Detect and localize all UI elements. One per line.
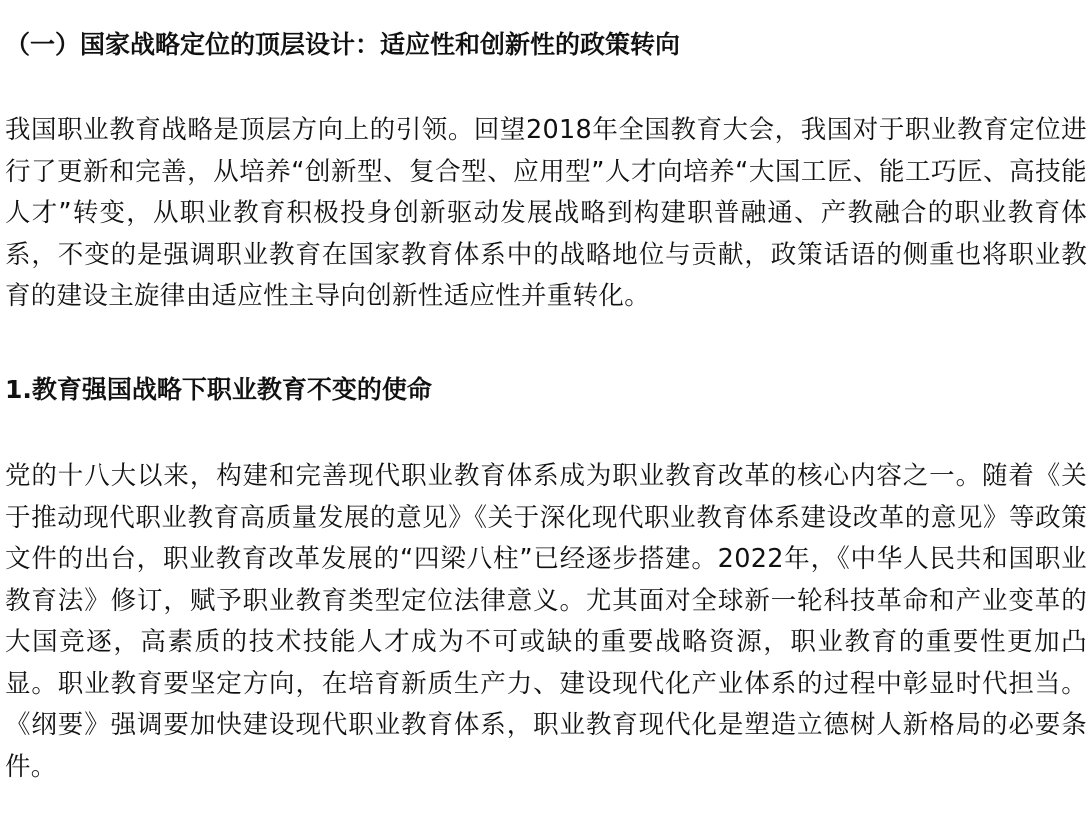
- paragraph-education-mission: 党的十八大以来，构建和完善现代职业教育体系成为职业教育改革的核心内容之一。随着《关于推动现代职业教育高质量发展的意见》《关于深化现代职业教育体系建设改革的意见》等政策文件的出台，职业教育改革发展的“四梁八柱”已经逐步搭建。2022年，《中华人民共和国职业教育法》修订，赋予职业教育类型定位法律意义。尤其面对全球新一轮科技革命和产业变革的大国竞逐，高素质的技术技能人才成为不可或缺的重要战略资源，职业教育的重要性更加凸显。职业教育要坚定方向，在培育新质生产力、建设现代化产业体系的过程中彰显时代担当。《纲要》强调要加快建设现代职业教育体系，职业教育现代化是塑造立德树人新格局的必要条件。: [5, 461, 1087, 782]
- paragraph-national-strategy: 我国职业教育战略是顶层方向上的引领。回望2018年全国教育大会，我国对于职业教育定位进行了更新和完善，从培养“创新型、复合型、应用型”人才向培养“大国工匠、能工巧匠、高技能人才”转变，从职业教育积极投身创新驱动发展战略到构建职普融通、产教融合的职业教育体系，不变的是强调职业教育在国家教育体系中的战略地位与贡献，政策话语的侧重也将职业教育的建设主旋律由适应性主导向创新性适应性并重转化。: [5, 115, 1087, 311]
- section-heading-education-mission: 1.教育强国战略下职业教育不变的使命: [5, 375, 432, 404]
- section-heading-national-strategy: （一）国家战略定位的顶层设计：适应性和创新性的政策转向: [5, 30, 681, 59]
